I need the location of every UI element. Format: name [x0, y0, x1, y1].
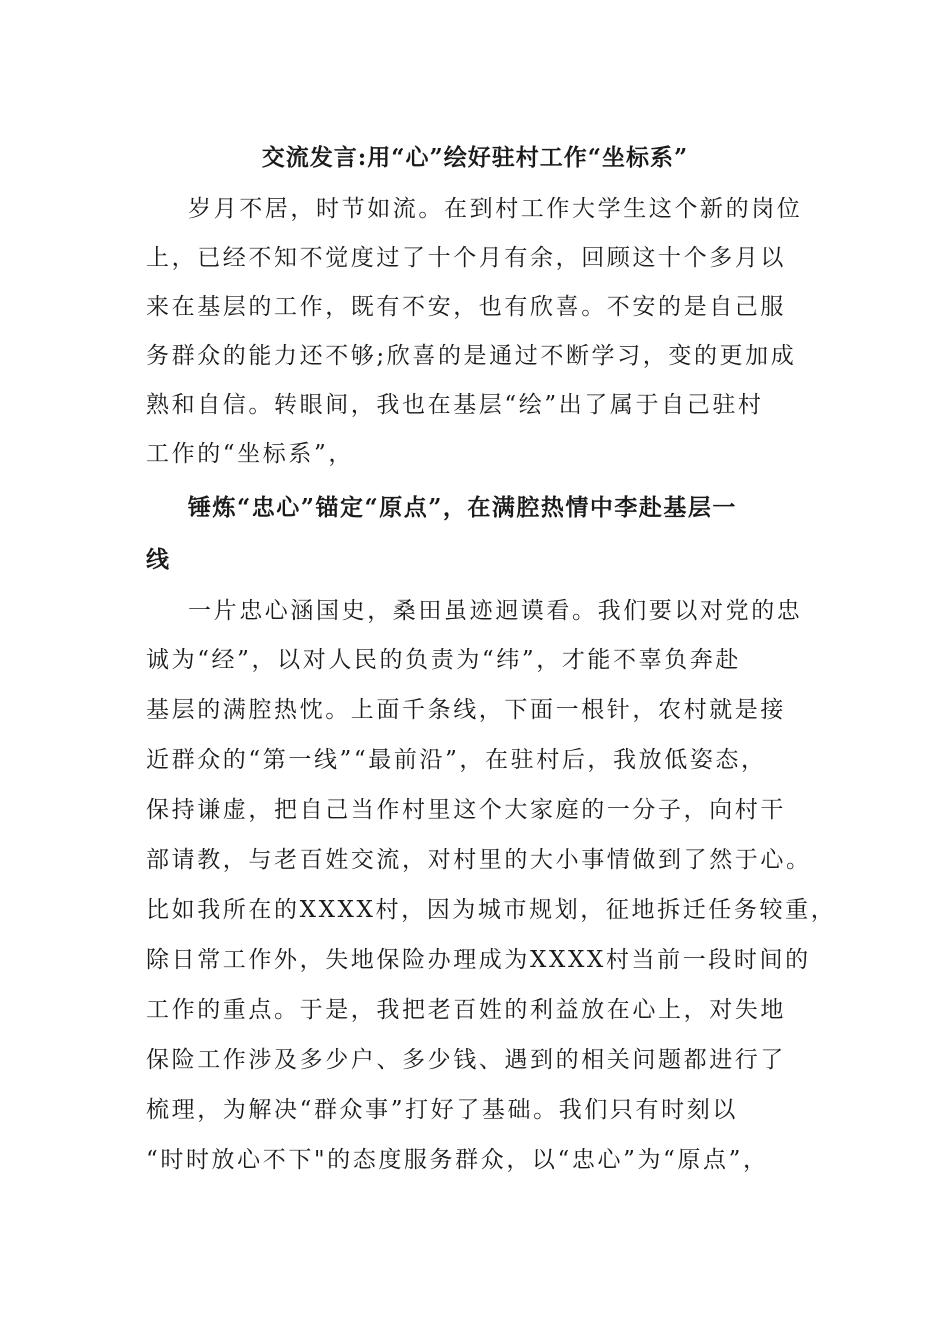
paragraph-line: 除日常工作外，失地保险办理成为XXXX村当前一段时间的	[146, 947, 811, 973]
paragraph-line: 上，已经不知不觉度过了十个月有余，回顾这十个多月以	[146, 245, 786, 271]
paragraph-line: 部请教，与老百姓交流，对村里的大小事情做到了然于心。	[146, 847, 812, 873]
paragraph-line: 一片忠心涵国史，桑田虽迹迥谟看。我们要以对党的忠	[188, 598, 803, 624]
paragraph-line: 梳理，为解决“群众事”打好了基础。我们只有时刻以	[146, 1097, 738, 1123]
section-heading: 锤炼“忠心”锚定“原点”，在满腔热情中李赴基层一	[188, 494, 737, 521]
section-heading-continued: 线	[146, 546, 171, 573]
paragraph-line: 诚为“经”，以对人民的负责为“纬”，才能不辜负奔赴	[146, 647, 742, 673]
paragraph-line: 来在基层的工作，既有不安，也有欣喜。不安的是自己服	[146, 294, 786, 320]
document-title: 交流发言:用“心”绘好驻村工作“坐标系”	[261, 144, 689, 171]
paragraph-line: 工作的“坐标系”，	[146, 441, 354, 467]
paragraph-line: 保持谦虚，把自己当作村里这个大家庭的一分子，向村干	[146, 797, 786, 823]
paragraph-line: 岁月不居，时节如流。在到村工作大学生这个新的岗位	[188, 196, 803, 222]
paragraph-line: 保险工作涉及多少户、多少钱、遇到的相关问题都进行了	[146, 1047, 786, 1073]
paragraph-line: “时时放心不下"的态度服务群众，以“忠心”为“原点”，	[146, 1147, 769, 1173]
paragraph-line: 务群众的能力还不够;欣喜的是通过不断学习，变的更加成	[146, 343, 797, 369]
paragraph-line: 工作的重点。于是，我把老百姓的利益放在心上，对失地	[146, 997, 786, 1023]
paragraph-line: 比如我所在的XXXX村，因为城市规划，征地拆迁任务较重，	[146, 897, 837, 923]
paragraph-line: 近群众的“第一线”“最前沿”，在驻村后，我放低姿态，	[146, 747, 767, 773]
paragraph-line: 熟和自信。转眼间，我也在基层“绘”出了属于自己驻村	[146, 392, 764, 418]
paragraph-line: 基层的满腔热忱。上面千条线，下面一根针，农村就是接	[146, 697, 786, 723]
